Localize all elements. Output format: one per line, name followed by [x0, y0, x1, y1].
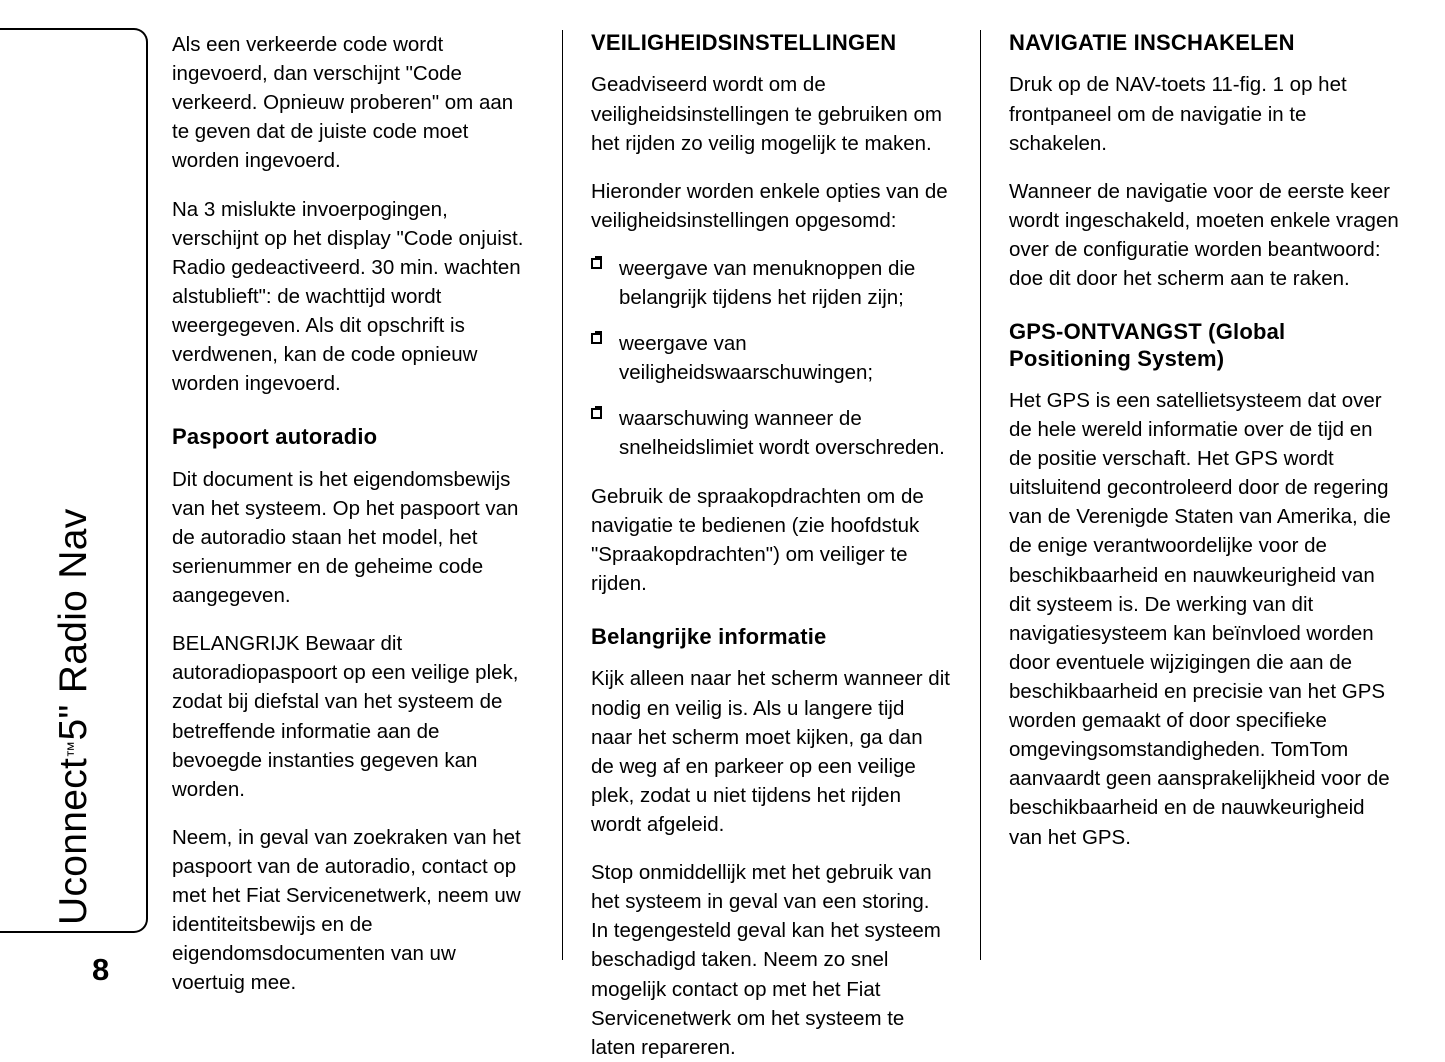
list-item — [591, 404, 950, 462]
list-item-label: waarschuwing wanneer de snelheidslimiet wordt overschreden. — [619, 407, 945, 460]
paragraph: Het GPS is een satellietsysteem dat over de hele wereld informatie over de tijd en de positie verschaft. Het GPS wordt uitsluitend gecontroleerd door de regering van de Verenigde Staten van Amerika, die de enige verantwoordelijke voor de beschikbaarheid en nauwkeurigheid van dit systeem is. De werking van dit navigatiesysteem kan beïnvloed worden door eventuele wijzigingen die aan de beschikbaarheid en precisie van het GPS worden gemaakt of door specifieke omgevingsomstandigheden. TomTom aanvaardt geen aansprakelijkheid voor de beschikbaarheid en de nauwkeurigheid van het GPS. — [1009, 388, 1391, 849]
page-columns — [172, 30, 1400, 1059]
paragraph: Hieronder worden enkele opties van de veiligheidsinstellingen opgesomd: — [591, 179, 948, 232]
side-tab-model: 5" Radio Nav — [52, 508, 95, 741]
column-1 — [172, 30, 562, 995]
safety-options-list — [591, 254, 950, 463]
column-3 — [980, 30, 1400, 960]
paragraph: Geadviseerd wordt om de veiligheidsinstellingen te gebruiken om het rijden zo veilig mogelijk te maken. — [591, 73, 942, 155]
page-number: 8 — [92, 952, 110, 987]
paragraph: Wanneer de navigatie voor de eerste keer wordt ingeschakeld, moeten enkele vragen over de configuratie worden beantwoord: doe dit door het scherm aan te raken. — [1009, 179, 1399, 291]
checkbox-square-icon — [591, 408, 602, 419]
paragraph: Dit document is het eigendomsbewijs van het systeem. Op het paspoort van de autoradio staan het model, het serienummer en de geheime code aangegeven. — [172, 467, 519, 608]
paragraph: Gebruik de spraakopdrachten om de navigatie te bedienen (zie hoofdstuk "Spraakopdrachten") om veiliger te rijden. — [591, 484, 924, 595]
paragraph: Na 3 mislukte invoerpogingen, verschijnt op het display "Code onjuist. Radio gedeactiveerd. 30 min. wachten alstublieft": de wachttijd wordt weergegeven. Als dit opschrift is verdwenen, kan de code opnieuw worden ingevoerd. — [172, 197, 524, 396]
side-tab-product: Uconnect — [52, 757, 95, 925]
paragraph: Als een verkeerde code wordt ingevoerd, dan verschijnt "Code verkeerd. Opnieuw proberen" om aan te geven dat de juiste code moet worden ingevoerd. — [172, 33, 514, 173]
list-item-label: weergave van veiligheidswaarschuwingen; — [619, 332, 874, 385]
paragraph: Stop onmiddellijk met het gebruik van het systeem in geval van een storing. In tegengesteld geval kan het systeem beschadigd taken. Neem zo snel mogelijk contact op met het Fiat Servicenetwerk om het systeem te laten repareren. — [591, 861, 941, 1059]
section-heading-paspoort-autoradio: Paspoort autoradio — [172, 424, 378, 450]
list-item — [591, 254, 950, 312]
section-heading-belangrijke-informatie: Belangrijke informatie — [591, 624, 827, 650]
paragraph: BELANGRIJK Bewaar dit autoradiopaspoort op een veilige plek, zodat bij diefstal van het systeem de betreffende informatie aan de bevoegde instanties gegeven kan worden. — [172, 632, 519, 801]
paragraph: Kijk alleen naar het scherm wanneer dit nodig en veilig is. Als u langere tijd naar het scherm moet kijken, ga dan de weg af en parkeer op een veilige plek, zodat u niet tijdens het rijden wordt afgeleid. — [591, 667, 950, 836]
checkbox-square-icon — [591, 258, 602, 269]
paragraph: Druk op de NAV-toets 11-fig. 1 op het frontpaneel om de navigatie in te schakelen. — [1009, 73, 1347, 155]
list-item — [591, 329, 950, 387]
column-2 — [562, 30, 980, 1059]
section-heading-veiligheidsinstellingen: VEILIGHEIDSINSTELLINGEN — [591, 30, 897, 55]
section-heading-navigatie-inschakelen: NAVIGATIE INSCHAKELEN — [1009, 30, 1295, 55]
paragraph: Neem, in geval van zoekraken van het paspoort van de autoradio, contact op met het Fiat Servicenetwerk, neem uw identiteitsbewijs en de eigendomsdocumenten van uw voertuig mee. — [172, 825, 521, 995]
list-item-label: weergave van menuknoppen die belangrijk tijdens het rijden zijn; — [619, 256, 916, 310]
section-heading-gps-ontvangst: GPS-ONTVANGST (Global Positioning System) — [1009, 319, 1286, 371]
side-tab — [0, 28, 148, 933]
checkbox-square-icon — [591, 333, 602, 344]
side-tab-label: Uconnect ™ 5" Radio Nav — [52, 508, 95, 925]
